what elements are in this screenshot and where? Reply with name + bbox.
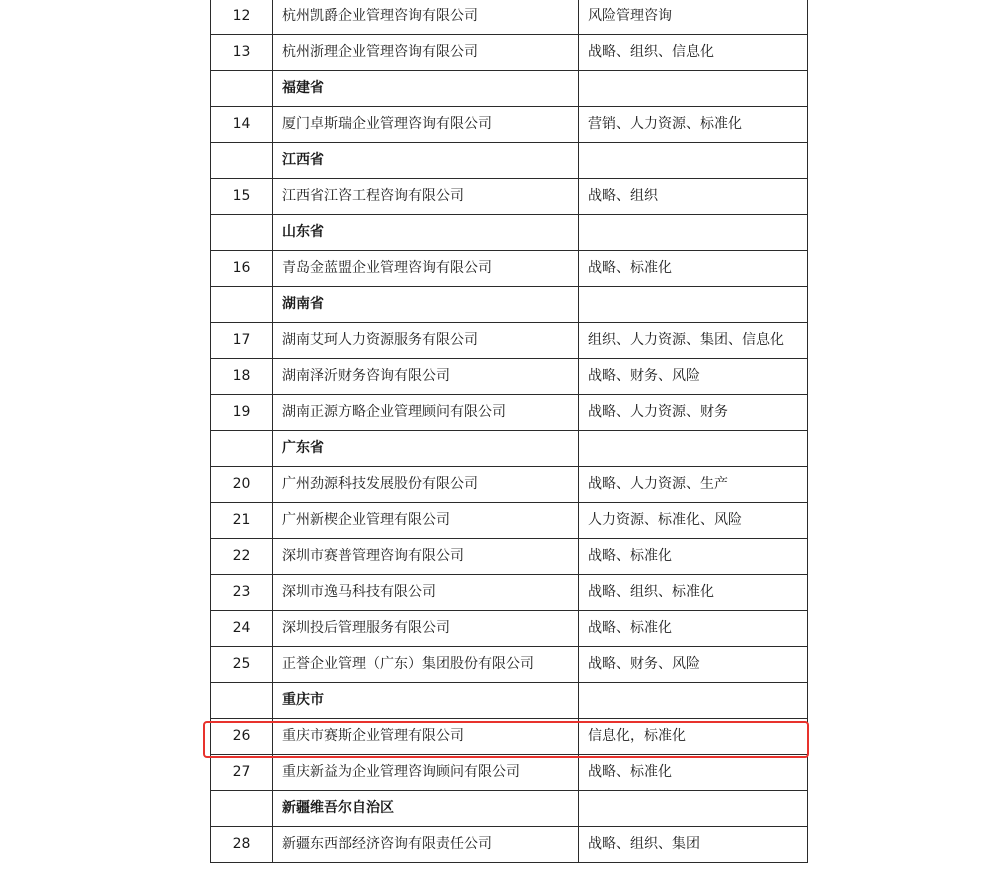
row-number: 28: [211, 827, 273, 863]
province-header-row: [211, 683, 808, 719]
company-name: 杭州浙理企业管理咨询有限公司: [273, 35, 579, 71]
company-name: 广州新楔企业管理有限公司: [273, 503, 579, 539]
province-header-row: [211, 287, 808, 323]
row-number: 16: [211, 251, 273, 287]
services-cell-empty: [579, 287, 808, 323]
services-cell-empty: [579, 683, 808, 719]
row-number: 27: [211, 755, 273, 791]
row-number: 24: [211, 611, 273, 647]
row-number: 21: [211, 503, 273, 539]
company-name: 广州劲源科技发展股份有限公司: [273, 467, 579, 503]
company-row: [211, 611, 808, 647]
consulting-services: 战略、组织、信息化: [579, 35, 808, 71]
consulting-services: 组织、人力资源、集团、信息化: [579, 323, 808, 359]
province-header-row: [211, 431, 808, 467]
company-row: [211, 323, 808, 359]
province-name: 江西省: [273, 143, 579, 179]
row-number-cell-empty: [211, 431, 273, 467]
services-cell-empty: [579, 71, 808, 107]
company-row: [211, 575, 808, 611]
company-name: 江西省江咨工程咨询有限公司: [273, 179, 579, 215]
company-name: 湖南正源方略企业管理顾问有限公司: [273, 395, 579, 431]
company-row: [211, 395, 808, 431]
company-row: [211, 647, 808, 683]
company-row: [211, 539, 808, 575]
consulting-services: 战略、标准化: [579, 755, 808, 791]
consulting-services: 战略、标准化: [579, 611, 808, 647]
consulting-services: 信息化，标准化: [579, 719, 808, 755]
province-name: 新疆维吾尔自治区: [273, 791, 579, 827]
company-row: [211, 827, 808, 863]
row-number-cell-empty: [211, 683, 273, 719]
row-number: 15: [211, 179, 273, 215]
company-name: 重庆新益为企业管理咨询顾问有限公司: [273, 755, 579, 791]
company-row: [211, 0, 808, 35]
consulting-services: 战略、标准化: [579, 539, 808, 575]
consulting-services: 战略、组织、标准化: [579, 575, 808, 611]
row-number: 22: [211, 539, 273, 575]
province-name: 湖南省: [273, 287, 579, 323]
row-number: 12: [211, 0, 273, 35]
company-name: 杭州凯爵企业管理咨询有限公司: [273, 0, 579, 35]
services-cell-empty: [579, 215, 808, 251]
row-number: 25: [211, 647, 273, 683]
services-cell-empty: [579, 431, 808, 467]
row-number: 19: [211, 395, 273, 431]
province-name: 重庆市: [273, 683, 579, 719]
row-number-cell-empty: [211, 791, 273, 827]
consulting-services: 战略、人力资源、生产: [579, 467, 808, 503]
company-name: 正誉企业管理（广东）集团股份有限公司: [273, 647, 579, 683]
company-table: [210, 0, 808, 863]
row-number: 20: [211, 467, 273, 503]
consulting-services: 风险管理咨询: [579, 0, 808, 35]
consulting-services: 营销、人力资源、标准化: [579, 107, 808, 143]
row-number: 26: [211, 719, 273, 755]
services-cell-empty: [579, 143, 808, 179]
consulting-services: 战略、人力资源、财务: [579, 395, 808, 431]
province-header-row: [211, 71, 808, 107]
company-row: [211, 467, 808, 503]
company-row: [211, 503, 808, 539]
consulting-services: 战略、财务、风险: [579, 647, 808, 683]
row-number: 18: [211, 359, 273, 395]
company-name: 青岛金蓝盟企业管理咨询有限公司: [273, 251, 579, 287]
row-number: 13: [211, 35, 273, 71]
services-cell-empty: [579, 791, 808, 827]
row-number-cell-empty: [211, 143, 273, 179]
province-header-row: [211, 791, 808, 827]
province-header-row: [211, 143, 808, 179]
company-name: 湖南艾珂人力资源服务有限公司: [273, 323, 579, 359]
row-number-cell-empty: [211, 215, 273, 251]
province-name: 广东省: [273, 431, 579, 467]
consulting-services: 战略、组织: [579, 179, 808, 215]
consulting-services: 战略、财务、风险: [579, 359, 808, 395]
consulting-services: 战略、组织、集团: [579, 827, 808, 863]
company-row: [211, 35, 808, 71]
company-row: [211, 107, 808, 143]
company-row-highlighted: [211, 719, 808, 755]
company-row: [211, 359, 808, 395]
company-name: 深圳市逸马科技有限公司: [273, 575, 579, 611]
row-number: 23: [211, 575, 273, 611]
company-name: 重庆市赛斯企业管理有限公司: [273, 719, 579, 755]
company-row: [211, 755, 808, 791]
province-header-row: [211, 215, 808, 251]
row-number-cell-empty: [211, 71, 273, 107]
table-body: [211, 0, 808, 863]
consulting-services: 人力资源、标准化、风险: [579, 503, 808, 539]
company-name: 新疆东西部经济咨询有限责任公司: [273, 827, 579, 863]
consulting-services: 战略、标准化: [579, 251, 808, 287]
province-name: 山东省: [273, 215, 579, 251]
company-row: [211, 179, 808, 215]
company-name: 厦门卓斯瑞企业管理咨询有限公司: [273, 107, 579, 143]
company-name: 湖南泽沂财务咨询有限公司: [273, 359, 579, 395]
row-number: 17: [211, 323, 273, 359]
company-row: [211, 251, 808, 287]
row-number: 14: [211, 107, 273, 143]
row-number-cell-empty: [211, 287, 273, 323]
province-name: 福建省: [273, 71, 579, 107]
company-name: 深圳市赛普管理咨询有限公司: [273, 539, 579, 575]
company-name: 深圳投后管理服务有限公司: [273, 611, 579, 647]
